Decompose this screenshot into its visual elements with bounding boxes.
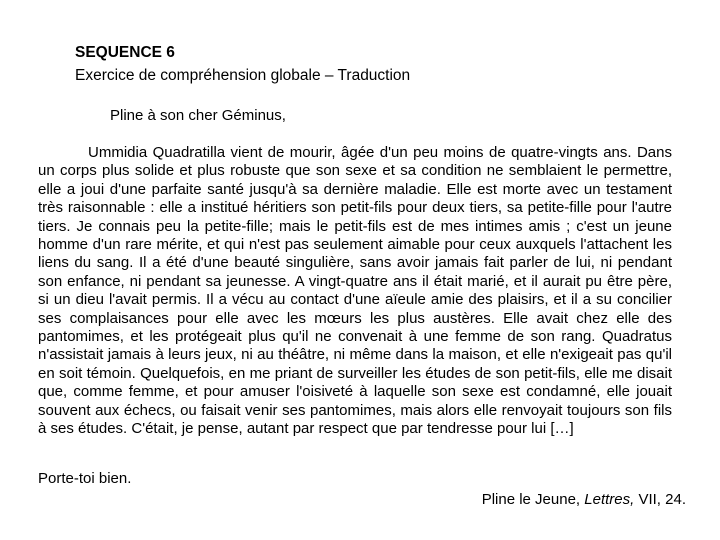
citation-work: Lettres, [584, 491, 635, 508]
document-heading [75, 41, 410, 87]
exercise-subtitle: Exercice de compréhension globale – Traduction [75, 67, 411, 84]
citation-author: Pline le Jeune, [481, 491, 581, 508]
source-citation [482, 490, 686, 509]
letter-body: Ummidia Quadratilla vient de mourir, âgée d'un peu moins de quatre-vingts ans. Dans un corps plus solide et plus robuste que son sexe et sa condition ne semblaient le permettre, elle a joui d'une parfaite santé jusqu'à sa dernière maladie. Elle est morte avec un testament très raisonnable : elle a institué héritiers son petit-fils pour deux tiers, sa petite-fille pour l'autre tiers. Je connais peu la petite-fille; mais le petit-fils est de mes intimes amis ; c'est un jeune homme d'un rare mérite, et qui n'est pas seulement aimable pour ceux auxquels l'attachent les liens du sang. Il a été d'une beauté singulière, sans avoir jamais fait parler de lui, ni pendant son enfance, ni pendant sa jeunesse. A vingt-quatre ans il était marié, et il aurait pu être père, si un dieu l'avait permis. Il a vécu au contact d'une aïeule amie des plaisirs, et il a su concilier ses complaisances pour elle avec les mœurs les plus austères. Elle avait chez elle des pantomimes, et les protégeait plus qu'il ne convenait à une femme de son rang. Quadratus n'assistait jamais à leurs jeux, ni au théâtre, ni même dans la maison, et elle n'exigeait pas qu'il en soit témoin. Quelquefois, en me priant de surveiller les études de son petit-fils, elle me disait que, comme femme, et pour amuser l'oisiveté à laquelle son sexe est condamné, elle jouait souvent aux échecs, ou faisait venir ses pantomimes, mais alors elle renvoyait toujours son fils à ses études. C'était, je pense, autant par respect que par tendresse pour lui […] [38, 144, 672, 438]
letter-closing: Porte-toi bien. [38, 470, 132, 487]
citation-reference: VII, 24. [638, 491, 686, 508]
sequence-title: SEQUENCE 6 [75, 44, 175, 61]
letter-salutation: Pline à son cher Géminus, [110, 107, 286, 124]
